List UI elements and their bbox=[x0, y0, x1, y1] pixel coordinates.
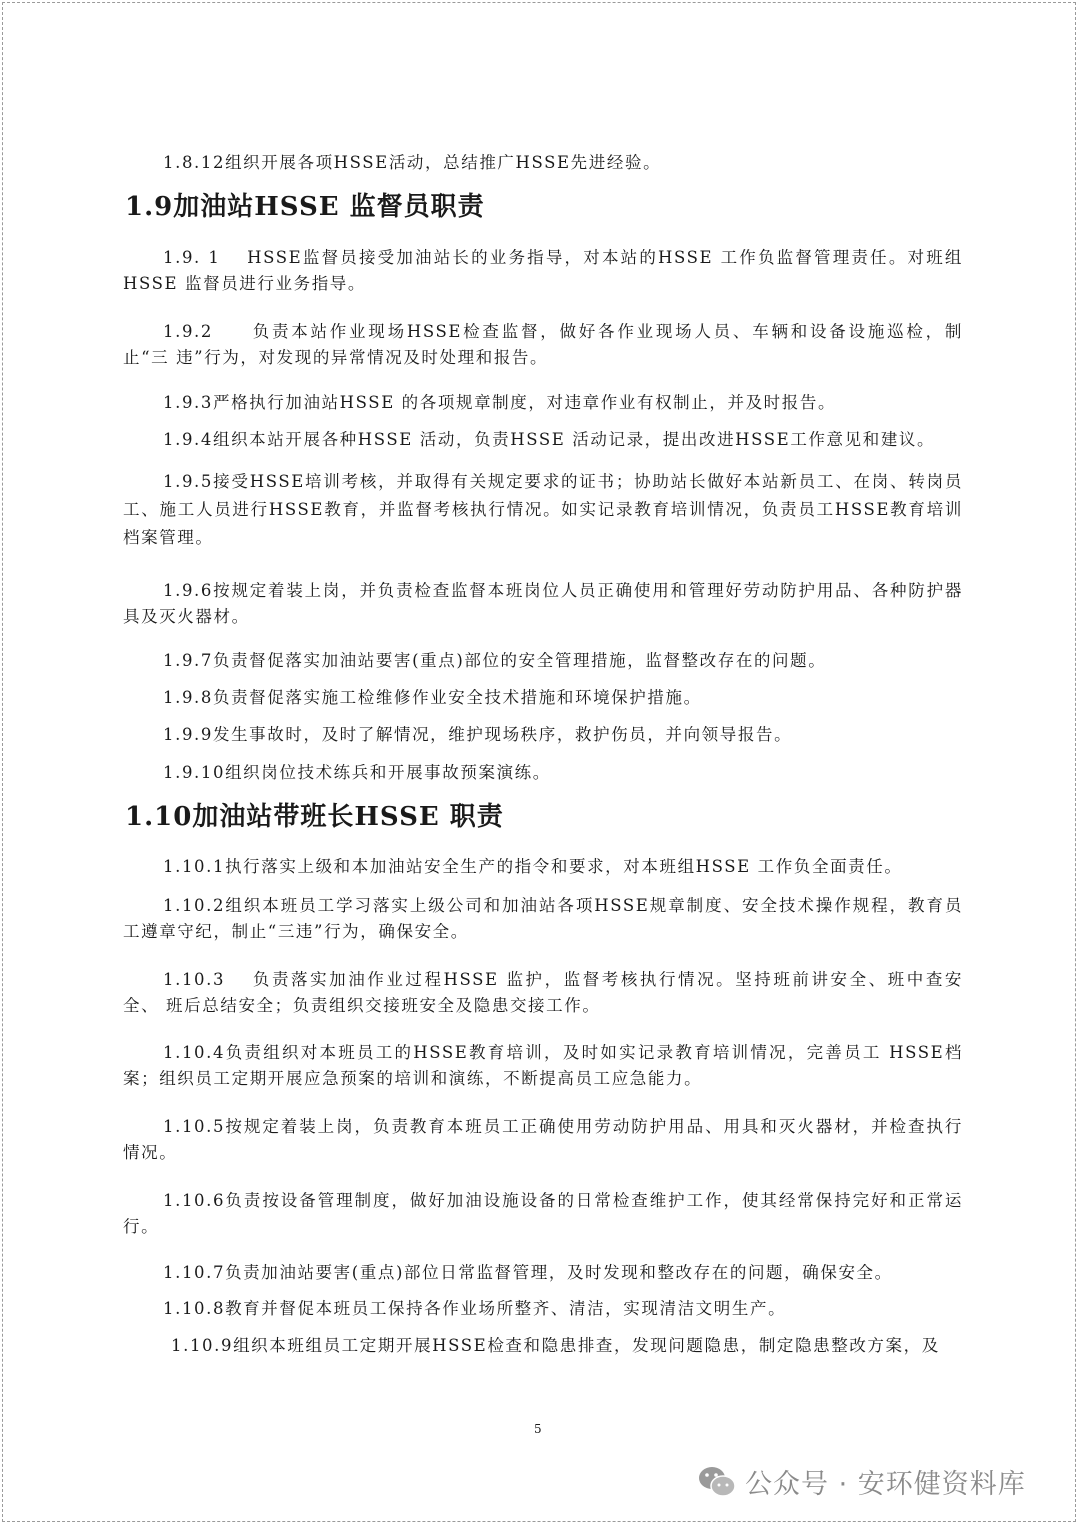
watermark bbox=[697, 1462, 1026, 1501]
page-number: 5 bbox=[534, 1422, 542, 1436]
paragraph-1-9-10: 1.9.10组织岗位技术练兵和开展事故预案演练。 bbox=[163, 763, 551, 782]
paragraph-1-10-1: 1.10.1执行落实上级和本加油站安全生产的指令和要求，对本班组HSSE 工作负全面责任。 bbox=[163, 857, 903, 876]
paragraph-1-9-4: 1.9.4组织本站开展各种HSSE 活动，负责HSSE 活动记录，提出改进HSSE工作意见和建议。 bbox=[163, 430, 936, 449]
paragraph-1-9-2: 1.9.2 负责本站作业现场HSSE检查监督，做好各作业现场人员、车辆和设备设施巡检，制止“三 违”行为，对发现的异常情况及时处理和报告。 bbox=[123, 322, 963, 367]
paragraph-1-10-8: 1.10.8教育并督促本班员工保持各作业场所整齐、清洁，实现清洁文明生产。 bbox=[163, 1299, 787, 1318]
paragraph-1-10-4: 1.10.4负责组织对本班员工的HSSE教育培训，及时如实记录教育培训情况，完善员工 HSSE档案；组织员工定期开展应急预案的培训和演练，不断提高员工应急能力。 bbox=[123, 1043, 963, 1088]
section-heading-1-9: 1.9加油站HSSE 监督员职责 bbox=[125, 192, 485, 222]
paragraph-1-10-9: 1.10.9组织本班组员工定期开展HSSE检查和隐患排查，发现问题隐患，制定隐患整改方案，及 bbox=[171, 1336, 940, 1355]
paragraph-1-9-8: 1.9.8负责督促落实施工检维修作业安全技术措施和环境保护措施。 bbox=[163, 688, 702, 707]
paragraph-1-9-5: 1.9.5接受HSSE培训考核，并取得有关规定要求的证书；协助站长做好本站新员工、在岗、转岗员工、施工人员进行HSSE教育，并监督考核执行情况。如实记录教育培训情况，负责员工HSSE教育培训档案管理。 bbox=[123, 472, 963, 547]
paragraph-1-8-12: 1.8.12组织开展各项HSSE活动，总结推广HSSE先进经验。 bbox=[163, 153, 662, 172]
paragraph-1-10-7: 1.10.7负责加油站要害(重点)部位日常监督管理，及时发现和整改存在的问题，确保安全。 bbox=[163, 1263, 893, 1282]
paragraph-1-10-6: 1.10.6负责按设备管理制度，做好加油设施设备的日常检查维护工作，使其经常保持完好和正常运行。 bbox=[123, 1191, 963, 1236]
paragraph-1-9-1: 1.9. 1 HSSE监督员接受加油站长的业务指导，对本站的HSSE 工作负监督管理责任。对班组HSSE 监督员进行业务指导。 bbox=[123, 248, 963, 293]
paragraph-1-9-3: 1.9.3严格执行加油站HSSE 的各项规章制度，对违章作业有权制止，并及时报告。 bbox=[163, 393, 837, 412]
paragraph-1-9-6: 1.9.6按规定着装上岗，并负责检查监督本班岗位人员正确使用和管理好劳动防护用品、各种防护器具及灭火器材。 bbox=[123, 581, 963, 626]
wechat-icon bbox=[697, 1464, 737, 1500]
paragraph-1-9-9: 1.9.9发生事故时，及时了解情况，维护现场秩序，救护伤员，并向领导报告。 bbox=[163, 725, 793, 744]
paragraph-1-10-5: 1.10.5按规定着装上岗，负责教育本班员工正确使用劳动防护用品、用具和灭火器材，并检查执行情况。 bbox=[123, 1117, 963, 1162]
paragraph-1-9-7: 1.9.7负责督促落实加油站要害(重点)部位的安全管理措施，监督整改存在的问题。 bbox=[163, 651, 827, 670]
watermark-text: 公众号 · 安环健资料库 bbox=[745, 1469, 1026, 1500]
section-heading-1-10: 1.10加油站带班长HSSE 职责 bbox=[125, 802, 504, 832]
paragraph-1-10-3: 1.10.3 负责落实加油作业过程HSSE 监护，监督考核执行情况。坚持班前讲安全、班中查安全、 班后总结安全；负责组织交接班安全及隐患交接工作。 bbox=[123, 970, 963, 1015]
paragraph-1-10-2: 1.10.2组织本班员工学习落实上级公司和加油站各项HSSE规章制度、安全技术操作规程，教育员工遵章守纪，制止“三违”行为，确保安全。 bbox=[123, 896, 963, 941]
